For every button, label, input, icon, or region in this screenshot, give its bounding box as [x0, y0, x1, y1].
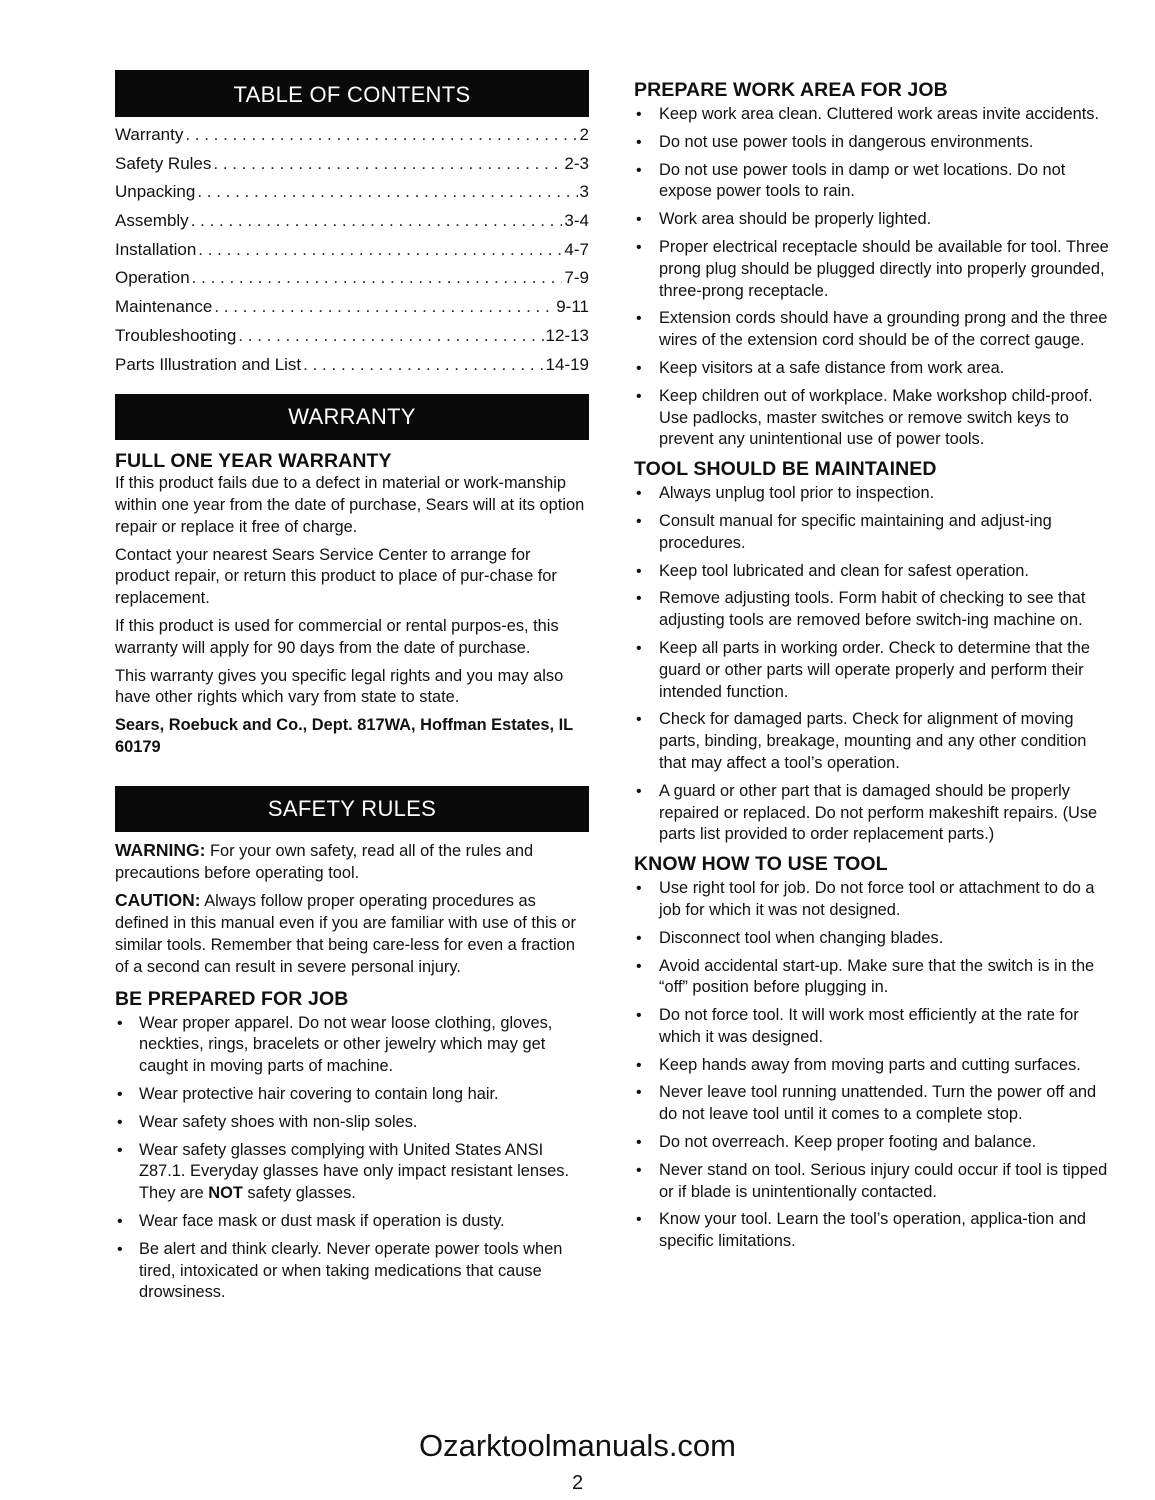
warranty-heading: FULL ONE YEAR WARRANTY	[115, 450, 392, 473]
list-item: • Keep children out of workplace. Make workshop child-proof. Use padlocks, master switches or remove switch keys to prevent any unintentional use of power tools.	[636, 386, 1093, 449]
bullet-icon: •	[117, 1212, 123, 1230]
toc-entry-troubleshooting[interactable]: Troubleshooting . . . 12-13	[115, 322, 589, 351]
list-item: • Keep hands away from moving parts and cutting surfaces.	[634, 1055, 1114, 1077]
toc-title-bar: TABLE OF CONTENTS	[115, 70, 589, 117]
toc-entry-warranty[interactable]: Warranty . . . 2	[115, 121, 589, 150]
left-column	[115, 70, 589, 1310]
warranty-paragraph: If this product fails due to a defect in material or work-manship within one year from the date of purchase, Sears will at its option repair or replace it free of charge.	[115, 474, 585, 536]
right-column	[634, 70, 1114, 1259]
list-item: • Consult manual for specific maintaining and adjust-ing procedures.	[636, 511, 1052, 552]
safety-rules-title-bar: SAFETY RULES	[115, 786, 589, 832]
list-item: • Do not force tool. It will work most efficiently at the rate for which it was designed.	[636, 1006, 1079, 1046]
bullet-icon: •	[636, 133, 642, 151]
prepare-work-area-list	[634, 104, 1114, 451]
bullet-icon: •	[636, 880, 642, 898]
bullet-icon: •	[636, 590, 642, 608]
be-prepared-list	[115, 1013, 589, 1305]
toc-entry-installation[interactable]: Installation . . . 4-7	[115, 236, 589, 265]
bullet-icon: •	[117, 1240, 123, 1258]
know-tool-heading: KNOW HOW TO USE TOOL	[634, 853, 888, 876]
toc-leader	[185, 121, 577, 150]
bullet-icon: •	[636, 1161, 642, 1179]
bullet-icon: •	[636, 106, 642, 123]
toc-entry-assembly[interactable]: Assembly . . . 3-4	[115, 207, 589, 236]
bullet-icon: •	[636, 1007, 642, 1025]
list-item: • Extension cords should have a grounding prong and the three wires of the extension cord should be of the correct gauge.	[636, 309, 1108, 350]
toc-leader	[192, 264, 563, 293]
list-item: • Never stand on tool. Serious injury could occur if tool is tipped or if blade is unintentionally contacted.	[636, 1160, 1108, 1201]
bullet-icon: •	[636, 639, 642, 657]
prepare-work-area-heading: PREPARE WORK AREA FOR JOB	[634, 79, 948, 101]
toc-entry-parts-list[interactable]: Parts Illustration and List . . . 14-19	[115, 351, 589, 380]
list-item: • Keep work area clean. Cluttered work areas invite accidents.	[634, 104, 1114, 126]
bullet-icon: •	[636, 562, 642, 580]
bullet-icon: •	[636, 1056, 642, 1074]
bullet-icon: •	[636, 1134, 642, 1152]
list-item: • Wear face mask or dust mask if operation is dusty.	[115, 1211, 589, 1233]
toc-leader	[303, 351, 543, 380]
toc-entry-operation[interactable]: Operation . . . 7-9	[115, 264, 589, 293]
bullet-icon: •	[636, 929, 642, 947]
list-item: • Wear protective hair covering to contain long hair.	[115, 1084, 589, 1106]
toc-entry-unpacking[interactable]: Unpacking . . . 3	[115, 178, 589, 207]
bullet-icon: •	[636, 238, 642, 256]
list-item: • Do not use power tools in dangerous environments.	[634, 132, 1114, 154]
list-item: • Know your tool. Learn the tool’s operation, applica-tion and specific limitations.	[636, 1210, 1087, 1251]
tool-maintained-heading: TOOL SHOULD BE MAINTAINED	[634, 458, 937, 481]
list-item: • Wear safety shoes with non-slip soles.	[115, 1112, 589, 1134]
toc-leader	[197, 178, 577, 207]
page-number: 2	[571, 1472, 584, 1494]
bullet-icon: •	[636, 359, 642, 377]
list-item: • Do not overreach. Keep proper footing and balance.	[634, 1132, 1114, 1154]
tool-maintained-list	[634, 483, 1114, 846]
list-item: • Always unplug tool prior to inspection.	[634, 483, 1114, 505]
list-item: • Remove adjusting tools. Form habit of checking to see that adjusting tools are removed before switch-ing machine on.	[636, 589, 1086, 630]
toc-entry-safety-rules[interactable]: Safety Rules . . . 2-3	[115, 150, 589, 179]
footer-website: Ozarktoolmanuals.com	[418, 1428, 736, 1463]
bullet-icon: •	[117, 1014, 123, 1032]
bullet-icon: •	[636, 957, 642, 975]
safety-warning: WARNING: For your own safety, read all of the rules and precautions before operating tool.	[115, 839, 534, 882]
toc-leader	[213, 150, 562, 179]
toc-leader	[198, 236, 562, 265]
bullet-icon: •	[636, 161, 642, 179]
bullet-icon: •	[117, 1085, 123, 1103]
bullet-icon: •	[117, 1113, 123, 1131]
toc-leader	[238, 322, 543, 351]
list-item: • Proper electrical receptacle should be available for tool. Three prong plug should be plugged directly into properly grounded, three-prong receptacle.	[636, 237, 1109, 300]
bullet-icon: •	[636, 1084, 642, 1102]
warranty-paragraph: This warranty gives you specific legal rights and you may also have other rights which vary from state to state.	[115, 666, 564, 707]
bullet-icon: •	[636, 387, 642, 405]
know-tool-list	[634, 878, 1114, 1253]
list-item: • Avoid accidental start-up. Make sure that the switch is in the “off” position before plugging in.	[636, 956, 1095, 997]
warranty-address: Sears, Roebuck and Co., Dept. 817WA, Hoffman Estates, IL 60179	[115, 716, 573, 756]
list-item: • Disconnect tool when changing blades.	[634, 928, 1114, 950]
safety-caution: CAUTION: Always follow proper operating procedures as defined in this manual even if you are familiar with use of this or similar tools. Remember that being care-less for even a fraction of a second can result in severe personal injury.	[115, 890, 576, 976]
list-item: • Work area should be properly lighted.	[634, 209, 1114, 231]
bullet-icon: •	[636, 782, 642, 800]
warranty-title-bar: WARRANTY	[115, 394, 589, 440]
bullet-icon: •	[636, 711, 642, 729]
bullet-icon: •	[636, 1211, 642, 1229]
list-item: • Keep visitors at a safe distance from work area.	[634, 358, 1114, 380]
caution-label: CAUTION:	[115, 890, 201, 911]
bullet-icon: •	[636, 310, 642, 328]
list-item: • Be alert and think clearly. Never operate power tools when tired, intoxicated or when taking medications that cause drowsiness.	[117, 1239, 563, 1302]
list-item: • Keep all parts in working order. Check to determine that the guard or other parts will operate properly and perform their intended function.	[636, 638, 1090, 701]
toc-leader	[191, 207, 563, 236]
list-item: • A guard or other part that is damaged should be properly repaired or replaced. Do not perform makeshift repairs. (Use parts list provided to order replacement parts.)	[636, 781, 1098, 844]
toc-leader	[214, 293, 554, 322]
bullet-icon: •	[636, 485, 642, 503]
list-item: • Wear proper apparel. Do not wear loose clothing, gloves, neckties, rings, bracelets or other jewelry which may get caught in moving parts of machine.	[117, 1013, 553, 1076]
toc-entry-maintenance[interactable]: Maintenance . . . 9-11	[115, 293, 589, 322]
list-item: • Keep tool lubricated and clean for safest operation.	[634, 561, 1114, 583]
warning-label: WARNING:	[115, 839, 206, 860]
be-prepared-heading: BE PREPARED FOR JOB	[115, 987, 349, 1010]
list-item: • Never leave tool running unattended. Turn the power off and do not leave tool until it comes to a complete stop.	[636, 1083, 1097, 1124]
warranty-paragraph: Contact your nearest Sears Service Center to arrange for product repair, or return this product to place of pur-chase for replacement.	[115, 545, 557, 608]
list-item: • Use right tool for job. Do not force tool or attachment to do a job for which it was not designed.	[636, 879, 1095, 919]
toc-list	[115, 121, 589, 379]
bullet-icon: •	[636, 211, 642, 229]
bullet-icon: •	[117, 1141, 123, 1159]
bullet-icon: •	[636, 512, 642, 530]
warranty-paragraph: If this product is used for commercial or rental purpos-es, this warranty will apply for 90 days from the date of purchase.	[115, 616, 559, 657]
list-item: • Do not use power tools in damp or wet locations. Do not expose power tools to rain.	[636, 160, 1066, 201]
list-item: • Wear safety glasses complying with United States ANSI Z87.1. Everyday glasses have only impact resistant lenses. They are NOT safety glasses.	[117, 1140, 570, 1203]
list-item: • Check for damaged parts. Check for alignment of moving parts, binding, breakage, mounting and any other condition that may affect a tool’s operation.	[636, 710, 1087, 772]
